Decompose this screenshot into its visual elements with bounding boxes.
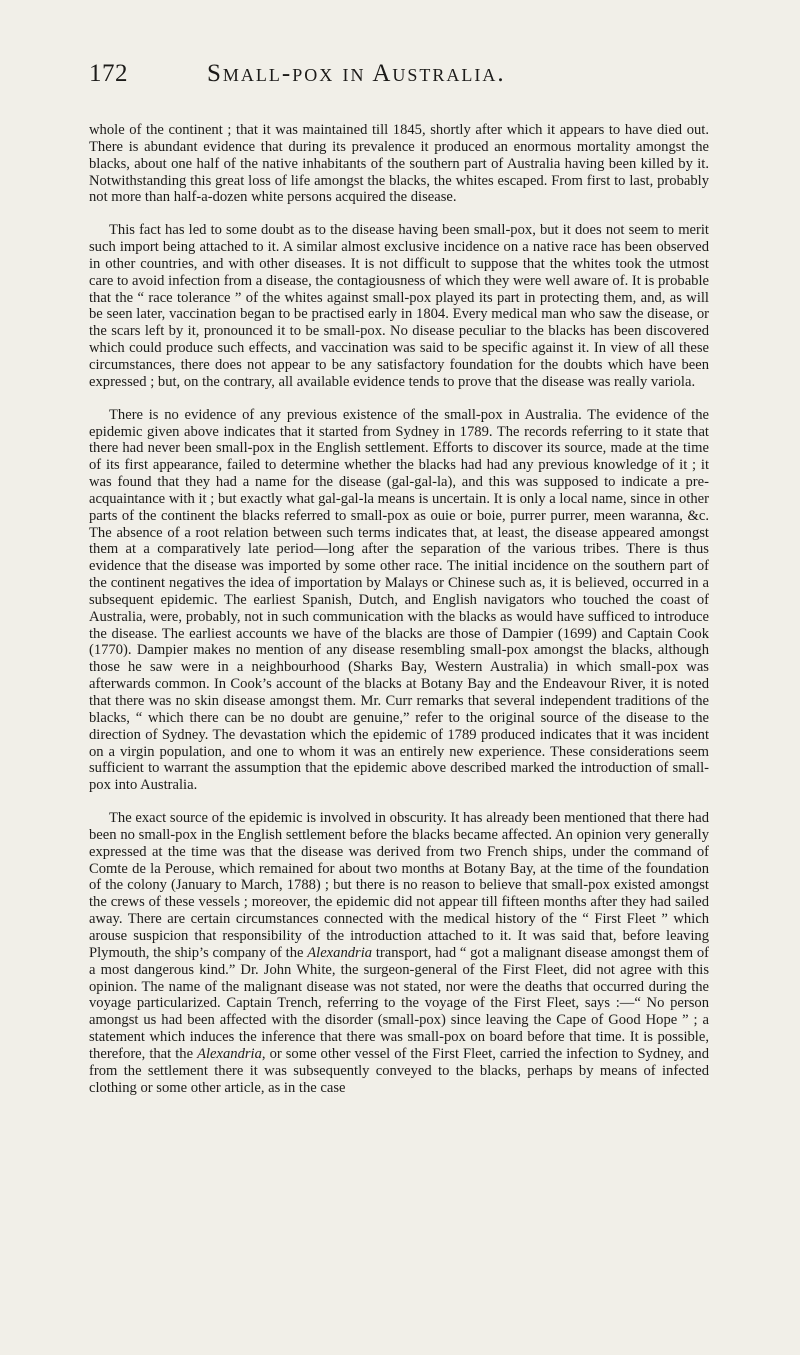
paragraph-continuation bbox=[89, 122, 709, 206]
paragraph-text: There is no evidence of any previous existence of the small-pox in Australia. The evidence of the epidemic given above indicates that it started from Sydney in 1789. The records referring to it state that there had never been small-pox in the English settlement. Efforts to discover its source, made at the time of its first appearance, failed to determine whether the blacks had had any previous knowledge of it ; it was found that they had a name for the disease (gal-gal-la), and this was supposed to indicate a pre-acquaintance with it ; but exactly what gal-gal-la means is uncertain. It is only a local name, since in other parts of the continent the blacks referred to small-pox as ouie or boie, purrer purrer, meen waranna, &c. The absence of a root relation between such terms indicates that, at least, the disease appeared amongst them at a comparatively late period—long after the separation of the various tribes. There is thus evidence that the disease was imported by some other race. The initial incidence on the southern part of the continent negatives the idea of importation by Malays or Chinese such as, it is believed, occurred in a subsequent epidemic. The earliest Spanish, Dutch, and English navigators who touched the coast of Australia, were, probably, not in such communication with the blacks as would have sufficed to introduce the disease. The earliest accounts we have of the blacks are those of Dampier (1699) and Captain Cook (1770). Dampier makes no mention of any disease resembling small-pox amongst the blacks, although those he saw were in a neighbourhood (Sharks Bay, Western Australia) in which small-pox was afterwards common. In Cook’s account of the blacks at Botany Bay and the Endeavour River, it is noted that there was no skin disease amongst them. Mr. Curr remarks that several independent traditions of the blacks, “ which there can be no doubt are genuine,” refer to the original source of the disease to the direction of Sydney. The devastation which the epidemic of 1789 produced indicates that it was incident on a virgin population, and one to whom it was an entirely new experience. These considerations seem sufficient to warrant the assumption that the epidemic above described marked the introduction of small-pox into Australia. bbox=[89, 406, 709, 794]
paragraph-text: , or some other vessel of the First Fleet, carried the infection to Sydney, and from the settlement there it was subsequently conveyed to the blacks, perhaps by means of infected clothing or some other article, as in the case bbox=[89, 1045, 710, 1096]
running-head bbox=[89, 60, 709, 100]
running-title: Small-pox in Australia. bbox=[207, 60, 506, 87]
paragraph-previous-existence bbox=[89, 407, 709, 794]
paragraph-text: This fact has led to some doubt as to the disease having been small-pox, but it does not seem to merit such import being attached to it. A similar almost exclusive incidence on a native race has been observed in other countries, and with other diseases. It is not difficult to suppose that the whites took the utmost care to avoid infection from a disease, the contagiousness of which they were well aware of. It is probable that the “ race tolerance ” of the whites against small-pox played its part in protecting them, and, as will be seen later, vaccination began to be practised early in 1804. Every medical man who saw the disease, or the scars left by it, pronounced it to be small-pox. No disease peculiar to the blacks has been discovered which could produce such effects, and vaccination was said to be specific against it. In view of all these circumstances, there does not appear to be any satisfactory foundation for the doubts which have been expressed ; but, on the contrary, all available evidence tends to prove that the disease was really variola. bbox=[89, 222, 709, 390]
paragraph-text: The exact source of the epidemic is involved in obscurity. It has already been mentioned that there had been no small-pox in the English settlement before the blacks became affected. An opinion very generally expressed at the time was that the disease was derived from two French ships, under the command of Comte de la Perouse, which remained for about two months at Botany Bay, at the time of the foundation of the colony (January to March, 1788) ; but there is no reason to believe that small-pox existed amongst the crews of these vessels ; moreover, the epidemic did not appear till fifteen months after they had sailed away. There are certain circumstances connected with the medical history of the “ First Fleet ” which arouse suspicion that responsibility of the introduction attached to it. It was said that, before leaving Plymouth, the ship’s company of the bbox=[89, 810, 709, 961]
paragraph-text: whole of the continent ; that it was maintained till 1845, shortly after which it appears to have died out. There is abundant evidence that during its prevalence it produced an enormous mortality amongst the blacks, about one half of the native inhabitants of the southern part of Australia having been killed by it. Notwithstanding this great loss of life amongst the blacks, the whites escaped. From first to last, probably not more than half-a-dozen white persons acquired the disease. bbox=[89, 122, 709, 206]
page-number: 172 bbox=[89, 60, 128, 87]
ship-name-alexandria: Alexandria bbox=[197, 1045, 262, 1062]
paragraph-text: transport, had “ got a malignant disease amongst them of a most dangerous kind.” Dr. John White, the surgeon-general of the First Fleet, did not agree with this opinion. The name of the malignant disease was not stated, nor were the deaths that occurred during the voyage particularized. Captain Trench, referring to the voyage of the First Fleet, says :—“ No person amongst us had been affected with the disorder (small-pox) since leaving the Cape of Good Hope ” ; a statement which induces the inference that there was small-pox on board before that time. It is possible, therefore, that the bbox=[89, 944, 709, 1062]
body-text bbox=[89, 122, 709, 1096]
paragraph-exact-source bbox=[89, 810, 709, 1096]
paragraph-race-tolerance bbox=[89, 222, 709, 390]
ship-name-alexandria: Alexandria bbox=[307, 944, 373, 961]
